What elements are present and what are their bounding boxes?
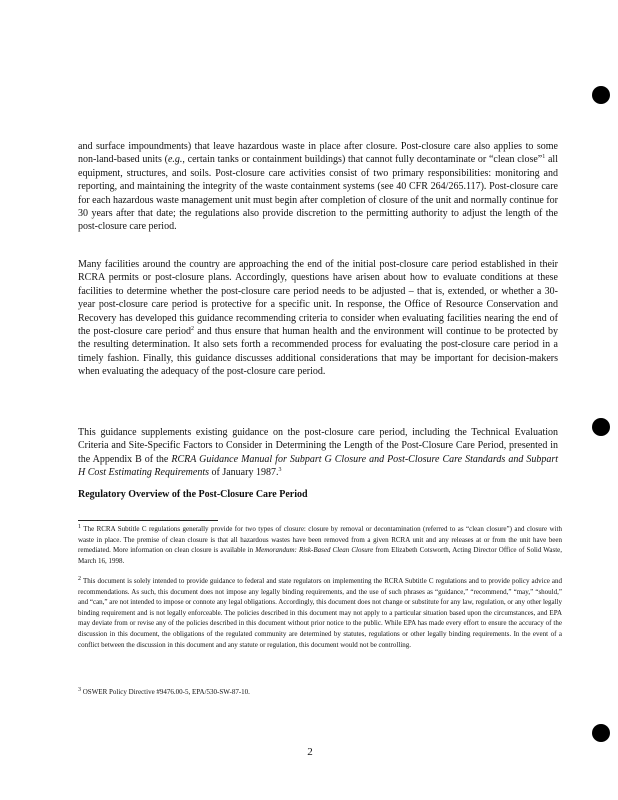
footnote-ref-1: 1	[542, 154, 546, 161]
footnote-1-text-a: The RCRA Subtitle C regulations generally provide for two types of closure: closure by removal or decontamination (referred to as “clean closure”) and closure with waste in place. The premise of clean closure is that all hazardous wastes have been removed from a given RCRA unit and any releases at or from the unit have been remediated. More information on clean closure is available in	[78, 525, 562, 555]
footnote-3-number: 3	[78, 687, 81, 693]
paragraph-3-manual-title: RCRA Guidance Manual for Subpart G Closure and Post-Closure Care Standards and Subpart H Cost Estimating Requirements	[78, 453, 558, 479]
paragraph-1-eg: e.g.	[167, 154, 183, 166]
footnote-2	[78, 576, 562, 650]
paragraph-post-closure-scope	[78, 140, 558, 234]
paragraph-3-text-a: This guidance supplements existing guidance on the post-closure care period, including the Technical Evaluation Criteria and Site-Specific Factors to Consider in Determining the Length of the Post-Closure Care Period, presented in the Appendix B of the	[78, 427, 558, 465]
paragraph-1-text-a: and surface impoundments) that leave hazardous waste in place after closure. Post-closure care also applies to some non-land-based units (	[78, 141, 558, 166]
paragraph-2-text-b: and thus ensure that human health and the environment will continue to be protected by the resulting determination. It also sets forth a recommended process for evaluating the post-closure care period in a timely fashion. Finally, this guidance discusses additional considerations that may be important for decision-makers when evaluating the adequacy of the post-closure care period.	[78, 326, 558, 378]
paragraph-guidance-supplements	[78, 426, 558, 480]
page-number: 2	[307, 746, 313, 758]
footnote-1-number: 1	[78, 524, 81, 530]
footnote-ref-2: 2	[191, 326, 194, 333]
paragraph-facilities-approaching-end	[78, 258, 558, 379]
footnote-divider	[78, 520, 218, 521]
footnote-3-text: OSWER Policy Directive #9476.00-5, EPA/530-SW-87-10.	[81, 688, 250, 696]
paragraph-2-text-a: Many facilities around the country are approaching the end of the initial post-closure care period established in their RCRA permits or post-closure plans. Accordingly, questions have arisen about how to evaluate conditions at these facilities to determine whether the post-closure care period needs to be adjusted – that is, extended, or whether a 30-year post-closure care period is protective for a specific unit. In response, the Office of Resource Conservation and Recovery has developed this guidance recommending criteria to consider when evaluating facilities nearing the end of the post-closure care period	[78, 259, 558, 338]
footnote-1	[78, 524, 562, 566]
paragraph-1-text-b: , certain tanks or containment buildings) that cannot fully decontaminate or “clean close”	[182, 154, 543, 166]
footnote-2-number: 2	[78, 576, 81, 582]
section-heading: Regulatory Overview of the Post-Closure Care Period	[78, 489, 308, 500]
footnote-1-text-b: from Elizabeth Cotsworth, Acting Director Office of Solid Waste, March 16, 1998.	[78, 546, 562, 565]
punch-hole-top	[592, 86, 610, 104]
footnote-2-text: This document is solely intended to provide guidance to federal and state regulators on implementing the RCRA Subtitle C regulations and to provide policy advice and recommendations. As such, this document does not impose any legally binding requirements, and the use of such phrases as “guidance,” “recommend,” “may,” “should,” and “can,” are not intended to impose or connote any legal obligations. Accordingly, this document does not change or substitute for any law, regulation, or any other legally binding requirement and is not legally enforceable. The policies described in this document may not apply to a particular situation based upon the circumstances, and EPA may deviate from or revise any of the policies described in this document without prior notice to the public. While EPA has made every effort to ensure the accuracy of the discussion in this document, the obligations of the regulated community are determined by statutes, regulations or other legally binding requirements. In the event of a conflict between the discussion in this document and any statute or regulation, this document would not be controlling.	[78, 577, 562, 649]
footnote-1-memo-title: Memorandum: Risk-Based Clean Closure	[255, 546, 374, 555]
punch-hole-bottom	[592, 724, 610, 742]
footnote-ref-3: 3	[278, 467, 282, 474]
paragraph-3-text-b: of January 1987.	[209, 467, 279, 479]
paragraph-1-text-c: all equipment, structures, and soils. Post-closure care activities consist of two primary responsibilities: monitoring and reporting, and maintaining the integrity of the waste containment systems (see 40 CFR 264/265.117). Post-closure care for each hazardous waste management unit must begin after completion of closure of the unit and normally continue for 30 years after that date; the regulations also provide discretion to the permitting authority to adjust the length of the post-closure care period.	[78, 154, 558, 233]
punch-hole-middle	[592, 418, 610, 436]
footnote-3	[78, 687, 562, 698]
